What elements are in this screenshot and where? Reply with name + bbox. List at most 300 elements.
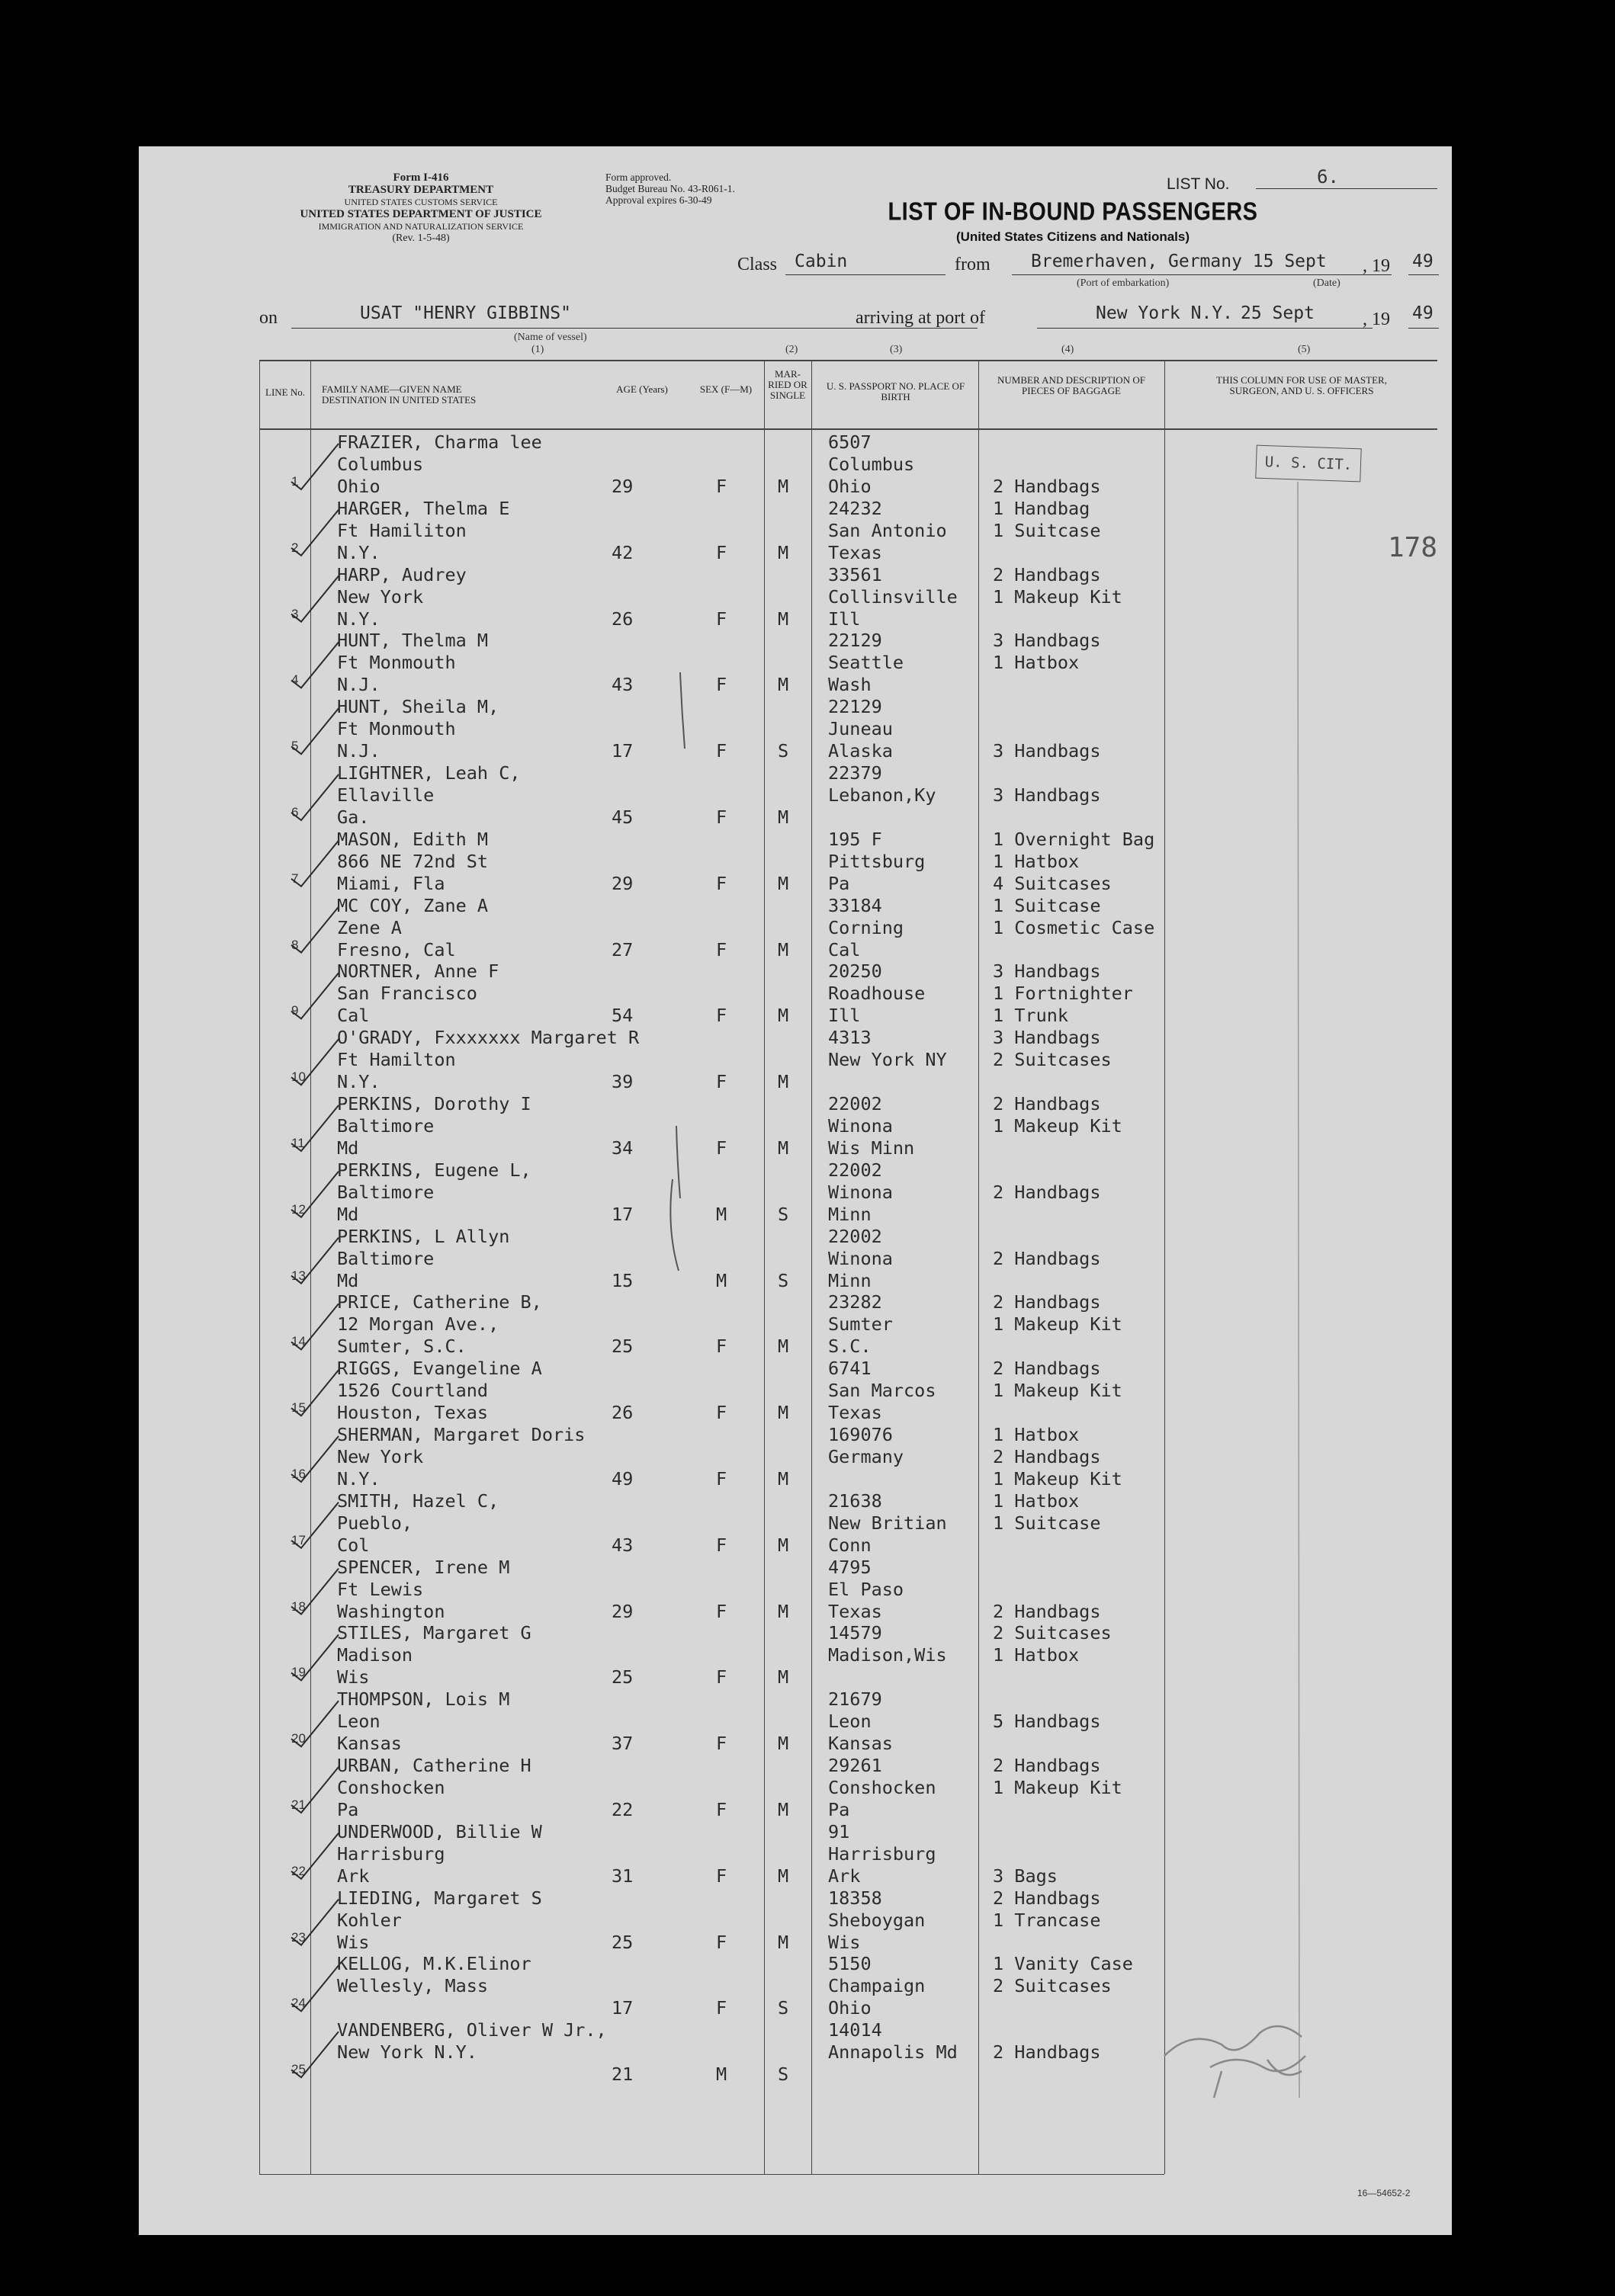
passport-line: 22379: [828, 762, 882, 784]
marital-status: M: [778, 1534, 789, 1556]
sex-value: M: [716, 2064, 727, 2086]
baggage-line: 2 Handbags: [993, 1291, 1101, 1313]
col-header-name: FAMILY NAME—GIVEN NAME DESTINATION IN UNITED STATES: [322, 383, 477, 406]
sex-value: F: [716, 1997, 727, 2019]
passenger-name-line: PERKINS, Dorothy I: [337, 1093, 531, 1114]
baggage-line: 3 Handbags: [993, 960, 1101, 983]
passport-line: 6741: [828, 1358, 872, 1380]
sex-value: F: [716, 1666, 727, 1688]
age-value: 26: [612, 608, 634, 630]
col-header-baggage: NUMBER AND DESCRIPTION OF PIECES OF BAGGAGE: [997, 374, 1145, 396]
age-value: 49: [612, 1468, 634, 1490]
baggage-line: 1 Hatbox: [993, 1424, 1080, 1445]
title-text: LIST OF IN-BOUND PASSENGERS: [888, 197, 1258, 226]
sex-value: F: [716, 1336, 727, 1358]
arriving-port: New York N.Y.: [1096, 303, 1234, 323]
passenger-name-line: Wellesly, Mass: [337, 1975, 489, 1997]
baggage-line: 3 Handbags: [993, 784, 1101, 806]
baggage-line: 3 Handbags: [993, 630, 1101, 652]
sex-value: F: [716, 541, 727, 563]
passenger-name-line: Leon: [337, 1711, 380, 1733]
line-number: 15: [291, 1400, 306, 1416]
baggage-line: 1 Hatbox: [993, 1490, 1080, 1512]
col-header-line: LINE No.: [265, 386, 305, 398]
sex-value: F: [716, 1733, 727, 1755]
us-citizen-stamp: U. S. CIT.: [1255, 445, 1361, 483]
form-title: [844, 197, 1302, 245]
vessel-caption: (Name of vessel): [514, 332, 587, 343]
passenger-name-line: Sumter, S.C.: [337, 1336, 467, 1358]
age-value: 25: [612, 1336, 634, 1358]
age-value: 54: [612, 1005, 634, 1027]
baggage-line: 1 Fortnighter: [993, 983, 1133, 1005]
passenger-name-line: 1526 Courtland: [337, 1380, 489, 1402]
passenger-name-line: SHERMAN, Margaret Doris: [337, 1424, 586, 1445]
age-value: 43: [612, 1534, 634, 1556]
baggage-line: 2 Handbags: [993, 2041, 1101, 2064]
baggage-line: 2 Handbags: [993, 1887, 1101, 1909]
age-value: 29: [612, 476, 634, 497]
passport-line: 22129: [828, 630, 882, 652]
passenger-name-line: Ellaville: [337, 784, 435, 806]
passport-line: S.C.: [828, 1336, 872, 1358]
marital-status: S: [778, 1203, 789, 1225]
age-value: 39: [612, 1071, 634, 1093]
passport-line: Winona: [828, 1115, 893, 1137]
passport-line: Annapolis Md: [828, 2041, 958, 2064]
passport-line: Pa: [828, 1799, 850, 1820]
age-value: 43: [612, 674, 634, 696]
line-number: 9: [291, 1003, 299, 1018]
age-value: 17: [612, 1997, 634, 2019]
passport-line: Texas: [828, 1600, 882, 1622]
form-number: Form I-416: [393, 172, 449, 184]
passenger-name-line: HARP, Audrey: [337, 563, 467, 585]
sex-value: M: [716, 1269, 727, 1291]
passport-line: Wis: [828, 1931, 861, 1953]
passenger-name-line: PRICE, Catherine B,: [337, 1291, 542, 1313]
sex-value: F: [716, 674, 727, 696]
passenger-name-line: Conshocken: [337, 1777, 445, 1798]
line-number: 12: [291, 1201, 306, 1217]
passenger-name-line: Harrisburg: [337, 1842, 445, 1865]
passport-line: Cal: [828, 938, 861, 960]
passport-line: 5150: [828, 1953, 872, 1975]
passport-line: Alaska: [828, 740, 893, 762]
marital-status: M: [778, 1666, 789, 1688]
passport-line: Juneau: [828, 718, 893, 740]
baggage-line: 1 Makeup Kit: [993, 1115, 1122, 1137]
passenger-name-line: PERKINS, Eugene L,: [337, 1159, 531, 1181]
passport-line: 22002: [828, 1159, 882, 1181]
baggage-line: 2 Handbags: [993, 1600, 1101, 1622]
from-year-label: , 19: [1363, 256, 1390, 276]
baggage-line: 3 Handbags: [993, 1027, 1101, 1049]
marital-status: M: [778, 1137, 789, 1159]
col-header-officers: THIS COLUMN FOR USE OF MASTER, SURGEON, AND U. S. OFFICERS: [1216, 374, 1387, 396]
baggage-line: 1 Vanity Case: [993, 1953, 1133, 1975]
marital-status: M: [778, 541, 789, 563]
passenger-name-line: SPENCER, Irene M: [337, 1556, 510, 1578]
date-caption: (Date): [1313, 277, 1340, 289]
baggage-line: 4 Suitcases: [993, 872, 1112, 894]
passenger-name-line: 866 NE 72nd St: [337, 850, 489, 872]
passenger-name-line: NORTNER, Anne F: [337, 960, 499, 983]
arriving-year-label: , 19: [1363, 309, 1390, 329]
passport-line: San Marcos: [828, 1380, 936, 1402]
passport-line: Ill: [828, 608, 861, 630]
passenger-name-line: Baltimore: [337, 1181, 435, 1203]
passenger-name-line: RIGGS, Evangeline A: [337, 1358, 542, 1380]
passenger-name-line: Md: [337, 1137, 359, 1159]
passport-line: Winona: [828, 1247, 893, 1269]
line-number: 5: [291, 739, 299, 754]
age-value: 29: [612, 872, 634, 894]
passenger-name-line: Kohler: [337, 1909, 402, 1931]
age-value: 25: [612, 1666, 634, 1688]
passenger-name-line: Ft Monmouth: [337, 718, 456, 740]
line-number: 10: [291, 1069, 306, 1085]
passport-line: Conn: [828, 1534, 872, 1556]
passport-line: Kansas: [828, 1733, 893, 1755]
handwritten-check-marks: [139, 146, 1452, 2235]
revision: (Rev. 1-5-48): [392, 232, 450, 244]
passenger-name-line: Washington: [337, 1600, 445, 1622]
line-number: 13: [291, 1268, 306, 1283]
passenger-name-line: Ft Hamilton: [337, 1049, 456, 1071]
line-number: 24: [291, 1996, 306, 2011]
passport-line: Wis Minn: [828, 1137, 915, 1159]
baggage-line: 1 Handbag: [993, 497, 1090, 519]
passport-line: 22002: [828, 1093, 882, 1114]
passenger-name-line: New York N.Y.: [337, 2041, 477, 2064]
line-number: 3: [291, 606, 299, 621]
passport-line: Pa: [828, 872, 850, 894]
baggage-line: 1 Suitcase: [993, 1512, 1101, 1534]
line-number: 1: [291, 474, 299, 489]
sex-value: F: [716, 1005, 727, 1027]
baggage-line: 2 Handbags: [993, 1247, 1101, 1269]
passport-line: 169076: [828, 1424, 893, 1445]
passenger-name-line: San Francisco: [337, 983, 477, 1005]
passenger-name-line: STILES, Margaret G: [337, 1622, 531, 1644]
baggage-line: 1 Suitcase: [993, 894, 1101, 916]
passenger-name-line: VANDENBERG, Oliver W Jr.,: [337, 2019, 607, 2041]
baggage-line: 3 Handbags: [993, 740, 1101, 762]
baggage-line: 1 Hatbox: [993, 1644, 1080, 1666]
subtitle-text: (United States Citizens and Nationals): [955, 229, 1190, 244]
passport-line: 33184: [828, 894, 882, 916]
arriving-year-value: 49: [1412, 303, 1434, 323]
list-no-label: LIST No.: [1167, 175, 1230, 193]
line-number: 18: [291, 1599, 306, 1614]
passenger-name-line: O'GRADY, Fxxxxxxx Margaret R: [337, 1027, 640, 1049]
passport-line: 14014: [828, 2019, 882, 2041]
line-number: 25: [291, 2062, 306, 2077]
passenger-name-line: Madison: [337, 1644, 413, 1666]
passport-line: 91: [828, 1820, 850, 1842]
passenger-name-line: Columbus: [337, 454, 424, 475]
passenger-name-line: HUNT, Sheila M,: [337, 696, 499, 718]
marital-status: M: [778, 1865, 789, 1887]
passport-line: 4795: [828, 1556, 872, 1578]
line-number: 14: [291, 1334, 306, 1349]
justice-dept: UNITED STATES DEPARTMENT OF JUSTICE: [300, 208, 542, 220]
col-header-sex: SEX (F—M): [699, 383, 753, 395]
passport-line: Minn: [828, 1269, 872, 1291]
baggage-line: 2 Handbags: [993, 1181, 1101, 1203]
line-number: 11: [291, 1136, 305, 1150]
line-number: 4: [291, 672, 299, 688]
passport-line: Seattle: [828, 652, 904, 674]
age-value: 31: [612, 1865, 634, 1887]
baggage-line: 1 Cosmetic Case: [993, 916, 1155, 938]
marital-status: S: [778, 740, 789, 762]
port-embark-caption: (Port of embarkation): [1077, 277, 1170, 289]
passenger-name-line: 12 Morgan Ave.,: [337, 1313, 499, 1336]
baggage-line: 2 Handbags: [993, 1446, 1101, 1467]
age-value: 27: [612, 938, 634, 960]
marital-status: M: [778, 806, 789, 828]
passport-line: 21679: [828, 1688, 882, 1711]
marital-status: M: [778, 1468, 789, 1490]
baggage-line: 5 Handbags: [993, 1711, 1101, 1733]
col-number-4: (4): [1061, 344, 1074, 355]
passport-line: Sheboygan: [828, 1909, 926, 1931]
passenger-name-line: N.J.: [337, 740, 380, 762]
passenger-name-line: Houston, Texas: [337, 1402, 489, 1424]
line-number: 19: [291, 1665, 306, 1680]
passenger-name-line: HUNT, Thelma M: [337, 630, 489, 652]
passport-line: Madison,Wis: [828, 1644, 947, 1666]
passport-line: Sumter: [828, 1313, 893, 1336]
passport-line: Winona: [828, 1181, 893, 1203]
passenger-name-line: Ft Hamiliton: [337, 519, 467, 541]
age-value: 17: [612, 740, 634, 762]
arriving-date: 25 Sept: [1241, 303, 1315, 323]
baggage-line: 1 Makeup Kit: [993, 1468, 1122, 1490]
passenger-name-line: Wis: [337, 1666, 370, 1688]
passenger-name-line: Col: [337, 1534, 370, 1556]
baggage-line: 1 Makeup Kit: [993, 1313, 1122, 1336]
passenger-name-line: LIGHTNER, Leah C,: [337, 762, 521, 784]
sex-value: F: [716, 1402, 727, 1424]
marital-status: M: [778, 872, 789, 894]
list-no-value: 6.: [1317, 166, 1339, 188]
passenger-name-line: Fresno, Cal: [337, 938, 456, 960]
col-header-passport: U. S. PASSPORT NO. PLACE OF BIRTH: [826, 380, 965, 402]
sex-value: F: [716, 1799, 727, 1820]
passport-line: 33561: [828, 563, 882, 585]
col-number-3: (3): [890, 344, 903, 355]
passport-line: Roadhouse: [828, 983, 926, 1005]
passport-line: San Antonio: [828, 519, 947, 541]
treasury-dept: TREASURY DEPARTMENT: [348, 184, 494, 196]
baggage-line: 2 Handbags: [993, 1358, 1101, 1380]
passenger-name-line: N.J.: [337, 674, 380, 696]
marital-status: M: [778, 1733, 789, 1755]
passport-line: 20250: [828, 960, 882, 983]
passport-line: Leon: [828, 1711, 872, 1733]
budget-approval: [605, 172, 735, 206]
baggage-line: 2 Suitcases: [993, 1975, 1112, 1997]
marital-status: M: [778, 938, 789, 960]
passenger-name-line: Md: [337, 1203, 359, 1225]
passenger-name-line: N.Y.: [337, 541, 380, 563]
age-value: 42: [612, 541, 634, 563]
baggage-line: 2 Suitcases: [993, 1622, 1112, 1644]
from-value: Bremerhaven, Germany 15 Sept: [1031, 252, 1327, 271]
passport-line: 6507: [828, 431, 872, 453]
marital-status: M: [778, 1071, 789, 1093]
marital-status: S: [778, 1997, 789, 2019]
class-value: Cabin: [795, 252, 848, 271]
sex-value: F: [716, 476, 727, 497]
age-value: 26: [612, 1402, 634, 1424]
baggage-line: 1 Suitcase: [993, 519, 1101, 541]
baggage-line: 1 Hatbox: [993, 850, 1080, 872]
line-number: 20: [291, 1731, 306, 1746]
vessel-name: USAT "HENRY GIBBINS": [360, 303, 571, 323]
line-number: 22: [291, 1863, 306, 1878]
passenger-name-line: MC COY, Zane A: [337, 894, 489, 916]
on-label: on: [259, 308, 278, 328]
line-number: 8: [291, 937, 299, 952]
passport-line: 29261: [828, 1755, 882, 1776]
marital-status: M: [778, 1931, 789, 1953]
marital-status: S: [778, 1269, 789, 1291]
passenger-name-line: Ft Monmouth: [337, 652, 456, 674]
passport-line: 18358: [828, 1887, 882, 1909]
passport-line: Lebanon,Ky: [828, 784, 936, 806]
age-value: 25: [612, 1931, 634, 1953]
passport-line: 14579: [828, 1622, 882, 1644]
passenger-name-line: N.Y.: [337, 1468, 380, 1490]
passport-line: Minn: [828, 1203, 872, 1225]
sex-value: F: [716, 1468, 727, 1490]
baggage-line: 1 Makeup Kit: [993, 585, 1122, 608]
passenger-name-line: N.Y.: [337, 608, 380, 630]
passport-line: Texas: [828, 541, 882, 563]
marital-status: M: [778, 1005, 789, 1027]
baggage-line: 1 Trancase: [993, 1909, 1101, 1931]
col-number-5: (5): [1298, 344, 1311, 355]
passport-line: Champaign: [828, 1975, 926, 1997]
passport-line: Conshocken: [828, 1777, 936, 1798]
age-value: 34: [612, 1137, 634, 1159]
marital-status: M: [778, 1402, 789, 1424]
passenger-name-line: Ohio: [337, 476, 380, 497]
passenger-name-line: Ft Lewis: [337, 1578, 424, 1600]
passenger-name-line: Pueblo,: [337, 1512, 413, 1534]
marital-status: M: [778, 1336, 789, 1358]
sex-value: F: [716, 1600, 727, 1622]
passenger-name-line: Ark: [337, 1865, 370, 1887]
baggage-line: 3 Bags: [993, 1865, 1058, 1887]
class-label: Class: [737, 255, 778, 274]
approval-line: Budget Bureau No. 43-R061-1.: [605, 183, 735, 194]
line-number: 17: [291, 1532, 306, 1547]
passenger-name-line: Miami, Fla: [337, 872, 445, 894]
line-number: 21: [291, 1797, 306, 1812]
col-number-1: (1): [531, 344, 544, 355]
line-number: 23: [291, 1929, 306, 1945]
footer-code: 16—54652-2: [1357, 2188, 1411, 2198]
marital-status: M: [778, 674, 789, 696]
passport-line: Ill: [828, 1005, 861, 1027]
passenger-name-line: THOMPSON, Lois M: [337, 1688, 510, 1711]
passenger-name-line: New York: [337, 585, 424, 608]
passport-line: Pittsburg: [828, 850, 926, 872]
baggage-line: 2 Handbags: [993, 563, 1101, 585]
marital-status: M: [778, 476, 789, 497]
passport-line: Corning: [828, 916, 904, 938]
passenger-name-line: Pa: [337, 1799, 359, 1820]
col-header-married: MAR- RIED OR SINGLE: [768, 368, 808, 401]
baggage-line: 2 Handbags: [993, 1755, 1101, 1776]
age-value: 45: [612, 806, 634, 828]
line-number: 16: [291, 1467, 306, 1481]
from-label: from: [955, 255, 991, 274]
margin-number: 178: [1388, 532, 1438, 563]
passport-line: Texas: [828, 1402, 882, 1424]
baggage-line: 1 Makeup Kit: [993, 1777, 1122, 1798]
passenger-name-line: Md: [337, 1269, 359, 1291]
sex-value: F: [716, 1137, 727, 1159]
sex-value: F: [716, 1534, 727, 1556]
sex-value: F: [716, 1071, 727, 1093]
marital-status: S: [778, 2064, 789, 2086]
arriving-label: arriving at port of: [856, 308, 985, 328]
sex-value: F: [716, 938, 727, 960]
passenger-name-line: Zene A: [337, 916, 402, 938]
sex-value: F: [716, 740, 727, 762]
age-value: 15: [612, 1269, 634, 1291]
passenger-name-line: FRAZIER, Charma lee: [337, 431, 542, 453]
marital-status: M: [778, 608, 789, 630]
passenger-name-line: SMITH, Hazel C,: [337, 1490, 499, 1512]
manifest-page: [139, 146, 1452, 2235]
customs-service: UNITED STATES CUSTOMS SERVICE: [344, 197, 498, 207]
passport-line: 195 F: [828, 828, 882, 850]
marital-status: M: [778, 1600, 789, 1622]
passport-line: Columbus: [828, 454, 915, 475]
col-number-2: (2): [785, 344, 798, 355]
passenger-name-line: HARGER, Thelma E: [337, 497, 510, 519]
baggage-line: 2 Handbags: [993, 476, 1101, 497]
baggage-line: 1 Makeup Kit: [993, 1380, 1122, 1402]
age-value: 37: [612, 1733, 634, 1755]
approval-line: Form approved.: [605, 172, 672, 183]
sex-value: F: [716, 1931, 727, 1953]
ins-service: IMMIGRATION AND NATURALIZATION SERVICE: [318, 221, 524, 232]
baggage-line: 2 Handbags: [993, 1093, 1101, 1114]
passport-line: 23282: [828, 1291, 882, 1313]
baggage-line: 1 Trunk: [993, 1005, 1069, 1027]
passport-line: Collinsville: [828, 585, 958, 608]
passenger-name-line: Cal: [337, 1005, 370, 1027]
passenger-name-line: Kansas: [337, 1733, 402, 1755]
passenger-name-line: UNDERWOOD, Billie W: [337, 1820, 542, 1842]
passport-line: Germany: [828, 1446, 904, 1467]
passenger-name-line: Baltimore: [337, 1247, 435, 1269]
sex-value: M: [716, 1203, 727, 1225]
passport-line: New Britian: [828, 1512, 947, 1534]
passenger-name-line: Wis: [337, 1931, 370, 1953]
passenger-name-line: KELLOG, M.K.Elinor: [337, 1953, 531, 1975]
sex-value: F: [716, 1865, 727, 1887]
passport-line: 21638: [828, 1490, 882, 1512]
